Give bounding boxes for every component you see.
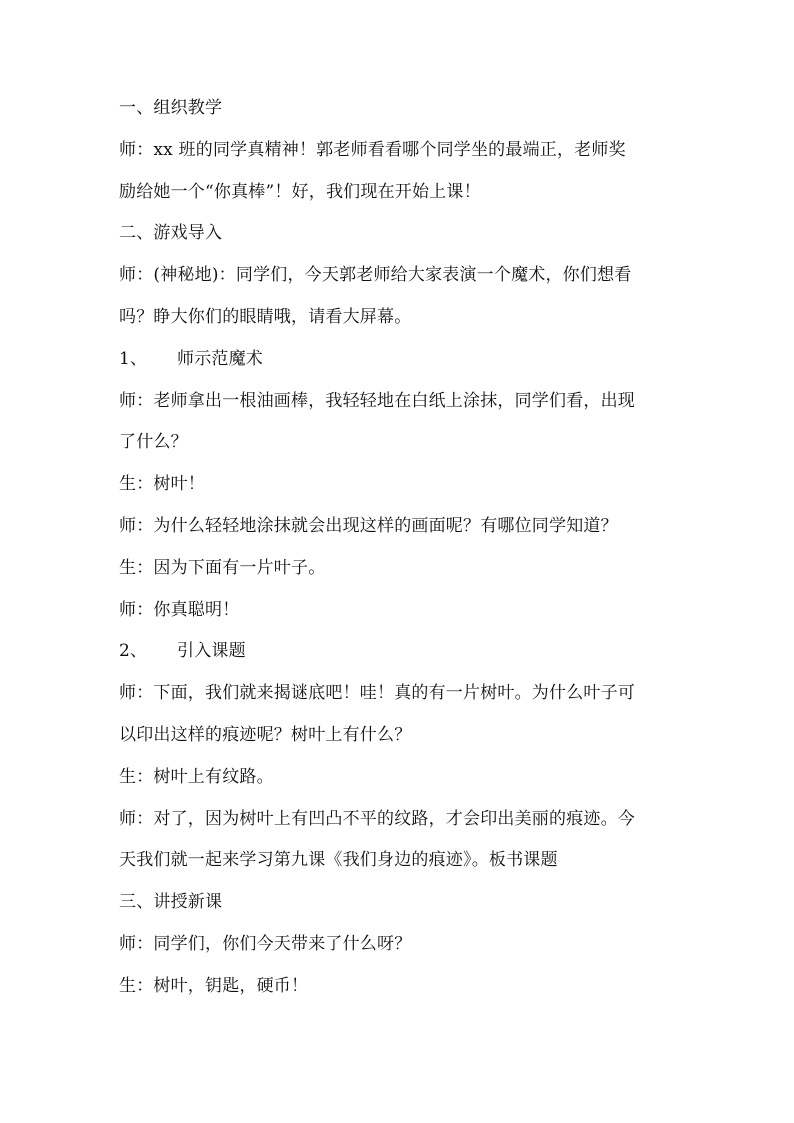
paragraph-line: 生：树叶，钥匙，硬币！ (119, 975, 309, 996)
paragraph-line: 师：xx 班的同学真精神！郭老师看看哪个同学坐的最端正，老师奖 (119, 139, 626, 160)
paragraph-line: 以印出这样的痕迹呢？树叶上有什么？ (119, 724, 412, 745)
step-text: 师示范魔术 (177, 348, 263, 369)
paragraph-line: 生：树叶上有纹路。 (119, 766, 274, 787)
paragraph-line: 生：树叶！ (119, 474, 205, 495)
paragraph-line: 师：(神秘地)：同学们，今天郭老师给大家表演一个魔术，你们想看 (119, 265, 632, 286)
numbered-step-1 (119, 339, 679, 381)
numbered-step-2 (119, 631, 679, 673)
paragraph-line: 师：同学们，你们今天带来了什么呀？ (119, 933, 412, 954)
paragraph-line: 励给她一个“你真棒”！好，我们现在开始上课！ (119, 181, 481, 202)
paragraph-line: 天我们就一起来学习第九课《我们身边的痕迹》。板书课题 (119, 850, 558, 871)
paragraph-line: 师：下面，我们就来揭谜底吧！哇！真的有一片树叶。为什么叶子可 (119, 683, 635, 704)
step-text: 引入课题 (177, 641, 246, 662)
paragraph-line: 生：因为下面有一片叶子。 (119, 557, 326, 578)
section-heading-new-lesson: 三、讲授新课 (119, 892, 223, 913)
document-body (119, 88, 679, 1008)
step-number: 1、 (119, 348, 148, 369)
section-heading-organize: 一、组织教学 (119, 98, 223, 118)
paragraph-line: 师：为什么轻轻地涂抹就会出现这样的画面呢？有哪位同学知道？ (119, 515, 618, 536)
step-number: 2、 (119, 641, 148, 662)
paragraph-line: 吗？睁大你们的眼睛哦，请看大屏幕。 (119, 306, 412, 327)
paragraph-line: 师：你真聪明！ (119, 599, 240, 620)
section-heading-game-intro: 二、游戏导入 (119, 223, 223, 244)
paragraph-line: 了什么？ (119, 432, 188, 453)
paragraph-line: 师：老师拿出一根油画棒，我轻轻地在白纸上涂抹，同学们看，出现 (119, 390, 635, 411)
paragraph-line: 师：对了，因为树叶上有凹凸不平的纹路，才会印出美丽的痕迹。今 (119, 808, 635, 829)
